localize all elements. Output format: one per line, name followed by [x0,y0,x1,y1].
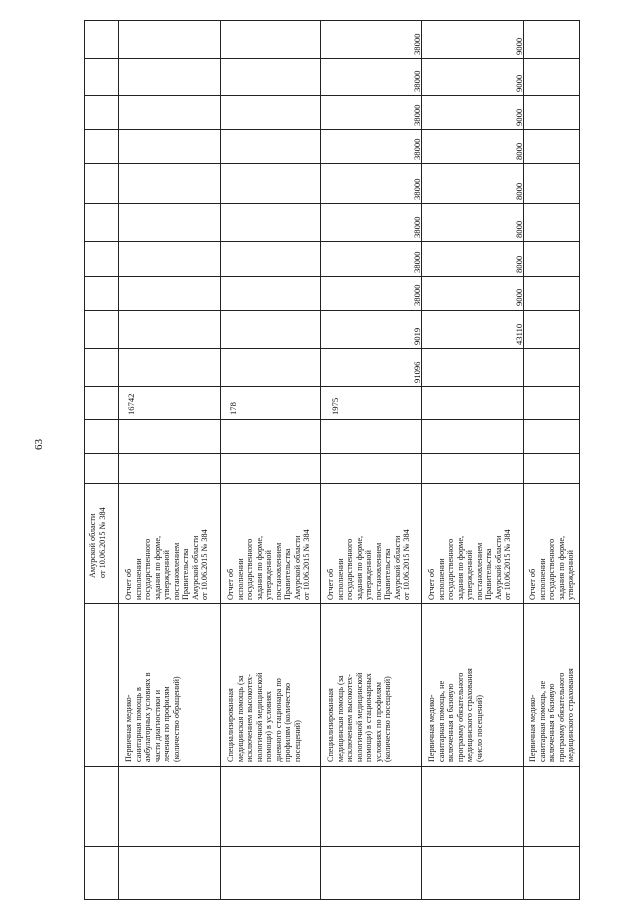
row4-value: 38000 [412,216,422,238]
row4-value: 9019 [412,327,422,345]
row4-value: 38000 [412,251,422,273]
row4-value: 38000 [412,104,422,126]
header-doc-ref: Амурской области от 10.06.2015 № 384 [88,507,107,578]
grid-line [84,163,580,164]
row2-source: Отчет об исполнении государственного задания по форме, утвержденной постановлением Правительства Амурской области от 10.06.2015 № 384 [226,529,311,600]
grid-line [84,419,580,420]
row5-value: 8000 [514,142,524,160]
row5-value: 8000 [514,220,524,238]
page-number: 63 [33,439,45,450]
grid-line [84,129,580,130]
grid-line [320,20,321,900]
row5-source: Отчет об исполнении государственного задания по форме, утвержденной [528,536,575,600]
row4-value: 38000 [412,138,422,160]
grid-line [84,58,580,59]
row4-source: Отчет об исполнении государственного задания по форме, утвержденной постановлением Правительства Амурской области от 10.06.2015 № 384 [427,529,512,600]
grid-line [84,241,580,242]
row4-value: 38000 [412,284,422,306]
grid-line [84,386,580,387]
row5-value: 9000 [514,74,524,92]
table-frame [84,20,580,900]
row5-value: 9000 [514,288,524,306]
grid-line [84,603,580,604]
row1-source: Отчет об исполнении государственного задания по форме, утвержденной постановлением Правительства Амурской области от 10.06.2015 № 384 [124,529,209,600]
row5-service: Первичная медико- санитарная помощь, не включенная в базовую программу обязательного медицинского страхования [528,668,575,762]
row5-value: 9000 [514,37,524,55]
row5-value: 9000 [514,108,524,126]
grid-line [84,276,580,277]
row5-value: 8000 [514,182,524,200]
grid-line [84,766,580,767]
row1-service: Первичная медико- санитарная помощь в амбулаторных условиях в части диагностики и лечения по профилям (количество обращений) [124,672,181,762]
row1-value: 16742 [126,393,136,415]
grid-line [84,483,580,484]
row2-service: Специализированная медицинская помощь (за исключением высокотех- нологичной медицинской помощи) в условиях дневного стационара по профилям (количество посещений) [226,672,302,762]
row3-source: Отчет об исполнении государственного задания по форме, утвержденной постановлением Правительства Амурской области от 10.06.2015 № 384 [326,529,411,600]
grid-line [84,846,580,847]
grid-line [220,20,221,900]
row4-value: 91096 [412,361,422,383]
row2-value: 178 [228,402,238,415]
row5-value: 8000 [514,255,524,273]
row4-value: 38000 [412,178,422,200]
grid-line [84,453,580,454]
grid-line [84,348,580,349]
grid-line [84,95,580,96]
row3-service: Специализированная медицинская помощь (за исключением высокотех- нологичной медицинской помощи) в стационарных условиях по профилям (количество посещений) [326,672,392,762]
grid-line [84,203,580,204]
row3-value: 1975 [330,397,340,415]
row4-value: 38000 [412,33,422,55]
row4-service: Первичная медико- санитарная помощь, не включенная в базовую программу обязательного медицинского страхования (число посещений) [427,668,484,762]
row5-value: 43110 [514,323,524,345]
row4-value: 38000 [412,70,422,92]
grid-line [118,20,119,900]
grid-line [84,310,580,311]
